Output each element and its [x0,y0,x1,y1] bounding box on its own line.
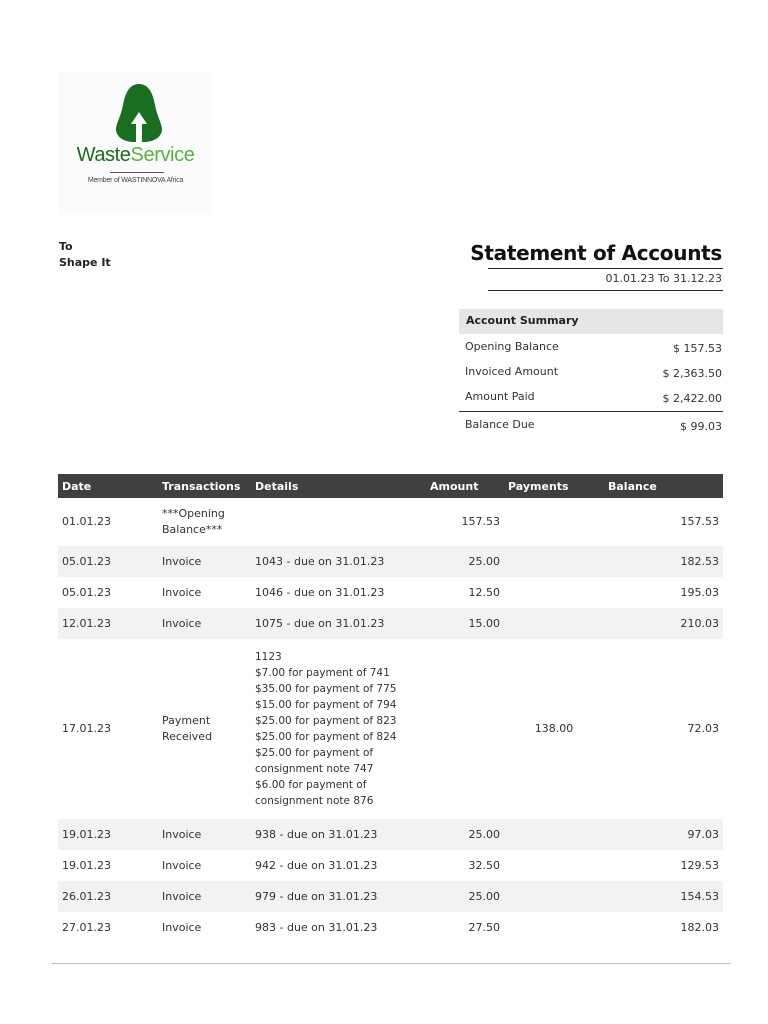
table-row [58,498,723,546]
opening-balance-label: Opening Balance [465,340,559,353]
cell-transaction: Invoice [158,819,251,850]
cell-payment [504,608,604,639]
table-row [58,912,723,943]
cell-transaction: Invoice [158,881,251,912]
cell-balance: 157.53 [680,515,719,528]
summary-row-opening [459,334,723,359]
cell-transaction: ***Opening Balance*** [162,507,225,536]
cell-transaction: Payment Received [162,714,213,743]
cell-payment [504,881,604,912]
logo-divider [110,172,164,173]
col-header-balance: Balance [604,474,723,498]
table-row [58,608,723,639]
balance-due-value: $ 99.03 [680,420,722,433]
summary-row-due [459,411,723,439]
cell-balance: 195.03 [680,585,719,599]
table-row [58,577,723,608]
logo-member-text: Member of WASTINNOVA Africa [87,177,184,184]
cell-transaction: Invoice [162,585,202,599]
invoiced-amount-value: $ 2,363.50 [662,367,722,380]
cell-payment [504,546,604,577]
cell-amount [426,639,504,819]
cell-amount: 15.00 [426,608,504,639]
table-header-row [58,474,723,498]
col-header-amount: Amount [426,474,504,498]
cell-balance: 182.03 [680,920,719,934]
cell-details: 983 - due on 31.01.23 [255,920,378,934]
company-logo [58,72,213,215]
cell-payment [504,850,604,881]
cell-details [251,498,426,546]
opening-balance-value: $ 157.53 [673,342,722,355]
cell-date: 05.01.23 [58,546,158,577]
cell-amount: 25.00 [426,546,504,577]
transactions-table [58,474,723,943]
statement-title: Statement of Accounts [470,241,722,265]
cell-details: 1075 - due on 31.01.23 [251,608,426,639]
summary-row-invoiced [459,359,723,384]
cell-balance: 129.53 [680,858,719,872]
cell-date: 12.01.23 [58,608,158,639]
cell-date: 26.01.23 [58,881,158,912]
cell-amount: 157.53 [461,515,500,528]
table-row [58,881,723,912]
amount-paid-label: Amount Paid [465,390,535,403]
tree-logo-icon [58,72,213,144]
cell-payment [504,819,604,850]
cell-amount: 12.50 [468,585,500,599]
table-row [58,819,723,850]
cell-amount: 25.00 [426,881,504,912]
cell-balance: 182.53 [604,546,723,577]
cell-details: 979 - due on 31.01.23 [251,881,426,912]
cell-balance: 72.03 [687,722,719,735]
cell-payment [504,498,604,546]
amount-paid-value: $ 2,422.00 [662,392,722,405]
account-summary [459,309,723,439]
logo-brand-name: WasteService [76,144,195,166]
cell-details: 1046 - due on 31.01.23 [255,585,385,599]
recipient-name: Shape It [59,256,111,269]
col-header-payments: Payments [504,474,604,498]
cell-transaction: Invoice [158,546,251,577]
cell-balance: 97.03 [604,819,723,850]
table-row [58,546,723,577]
col-header-transactions: Transactions [158,474,251,498]
balance-due-label: Balance Due [465,418,535,431]
cell-transaction: Invoice [162,858,202,872]
period-divider [488,290,723,291]
col-header-date: Date [58,474,158,498]
cell-date: 01.01.23 [62,515,111,528]
cell-date: 19.01.23 [58,819,158,850]
cell-amount: 27.50 [468,920,500,934]
summary-row-paid [459,384,723,409]
cell-details: 1043 - due on 31.01.23 [251,546,426,577]
table-row [58,850,723,881]
cell-payment [504,912,604,943]
recipient-block [59,239,111,271]
title-divider [488,268,723,269]
footer-divider [52,963,731,964]
summary-heading: Account Summary [459,309,723,334]
cell-details: 938 - due on 31.01.23 [251,819,426,850]
cell-transaction: Invoice [158,608,251,639]
cell-amount: 25.00 [426,819,504,850]
invoiced-amount-label: Invoiced Amount [465,365,559,378]
cell-balance: 154.53 [604,881,723,912]
cell-payment [504,577,604,608]
cell-details: 942 - due on 31.01.23 [255,858,378,872]
cell-date: 27.01.23 [62,920,111,934]
table-row [58,639,723,819]
cell-amount: 32.50 [468,858,500,872]
statement-period: 01.01.23 To 31.12.23 [605,272,722,285]
cell-payment: 138.00 [534,722,574,735]
cell-date: 05.01.23 [62,585,111,599]
col-header-details: Details [251,474,426,498]
to-label: To [59,240,73,253]
cell-date: 17.01.23 [62,722,111,735]
cell-transaction: Invoice [162,920,202,934]
cell-details: 1123 $7.00 for payment of 741 $35.00 for payment of 775 $15.00 for payment of 794 $25.00 for payment of 823 $25.00 for payment of 824 $25.00 for payment of consignment note 747 $6.00 for payment of consignment note 876 [255,651,397,807]
cell-balance: 210.03 [604,608,723,639]
cell-date: 19.01.23 [62,858,111,872]
